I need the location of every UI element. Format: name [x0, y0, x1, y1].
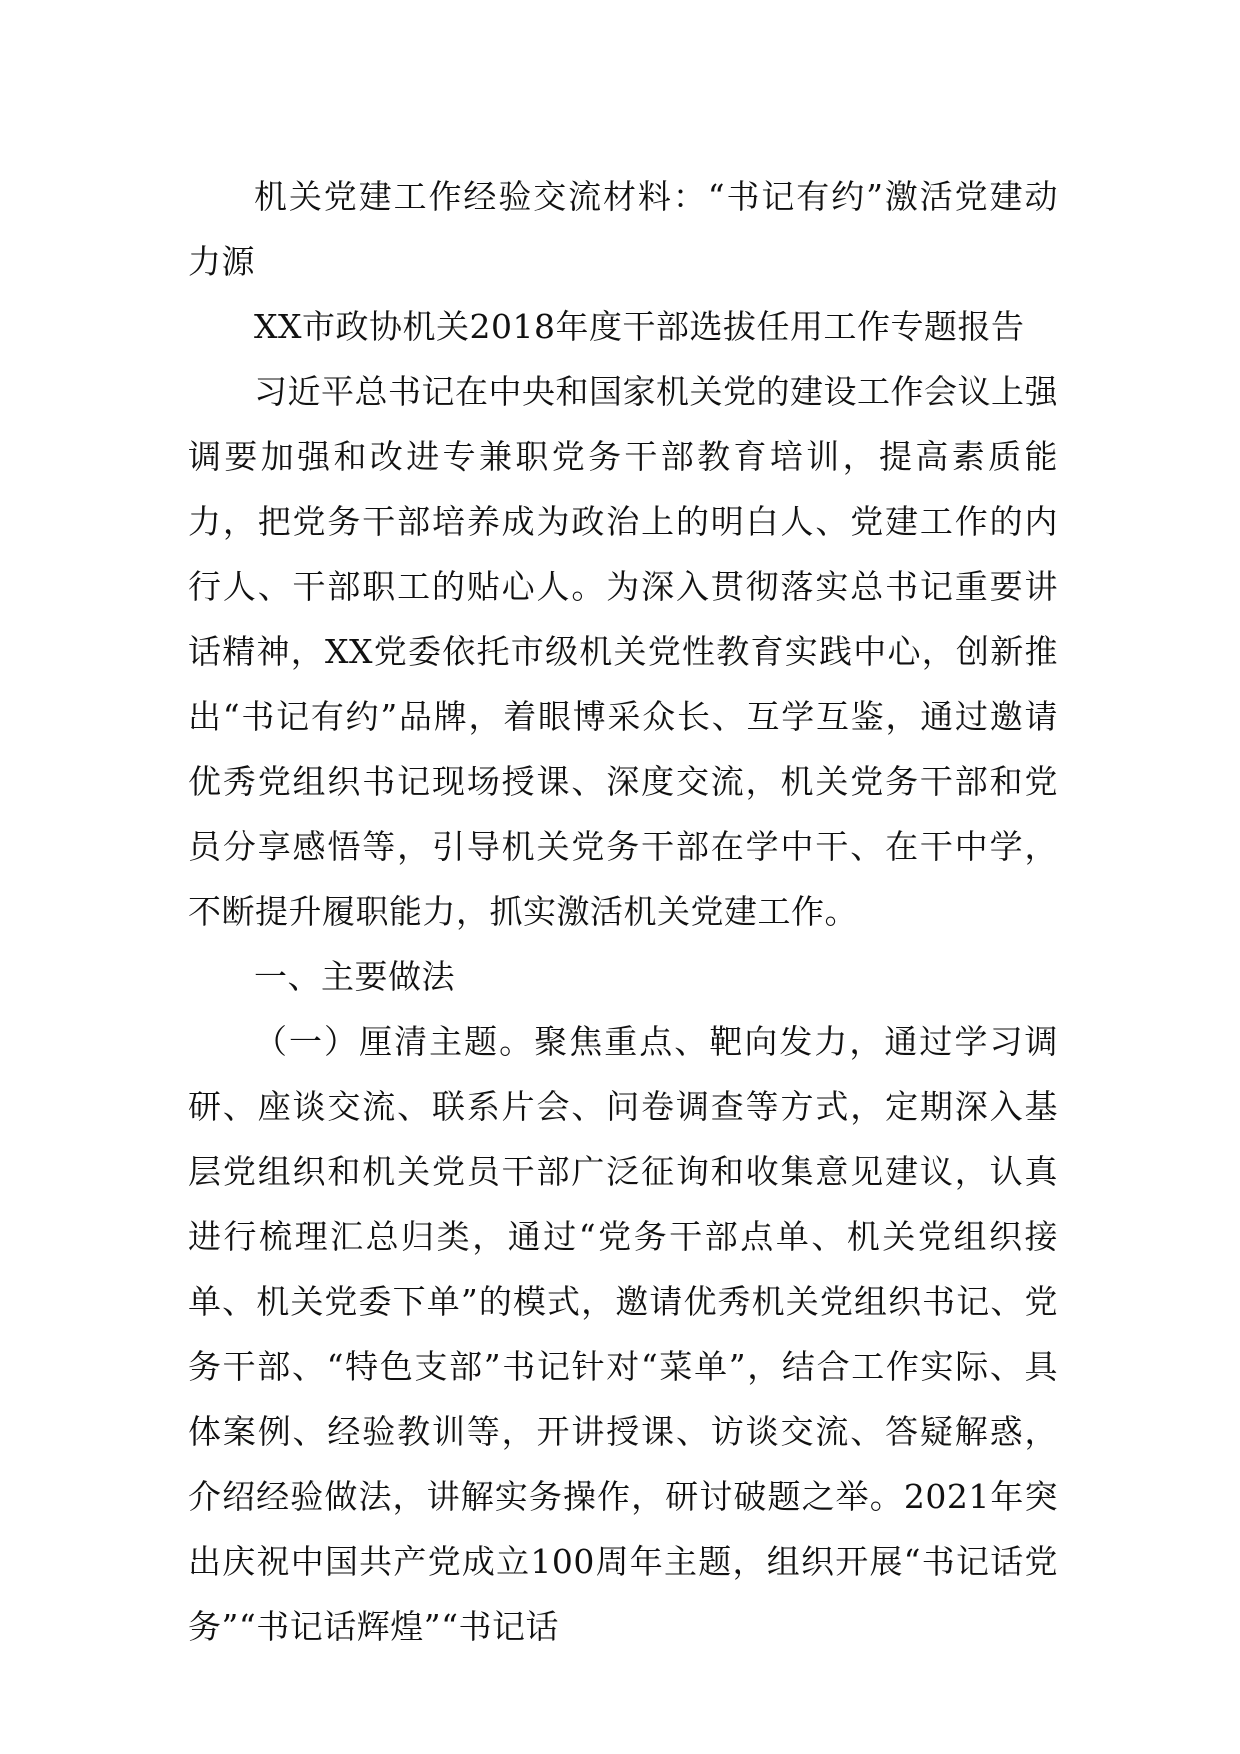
- section-heading-main-practices: 一、主要做法: [254, 957, 455, 996]
- paragraph-clarify-theme: （一）厘清主题。聚焦重点、靶向发力，通过学习调研、座谈交流、联系片会、问卷调查等方式，定期深入基层党组织和机关党员干部广泛征询和收集意见建议，认真进行梳理汇总归类，通过“党务干部点单、机关党组织接单、机关党委下单”的模式，邀请优秀机关党组织书记、党务干部、“特色支部”书记针对“菜单”，结合工作实际、具体案例、经验教训等，开讲授课、访谈交流、答疑解惑，介绍经验做法，讲解实务操作，研讨破题之举。2021年突出庆祝中国共产党成立100周年主题，组织开展“书记话党务”“书记话辉煌”“书记话: [188, 1022, 1058, 1646]
- document-subtitle: XX市政协机关2018年度干部选拔任用工作专题报告: [254, 307, 1025, 346]
- document-title: 机关党建工作经验交流材料：“书记有约”激活党建动力源: [188, 177, 1058, 281]
- document-body: [188, 164, 1058, 1659]
- paragraph-intro: 习近平总书记在中央和国家机关党的建设工作会议上强调要加强和改进专兼职党务干部教育培训，提高素质能力，把党务干部培养成为政治上的明白人、党建工作的内行人、干部职工的贴心人。为深入贯彻落实总书记重要讲话精神，XX党委依托市级机关党性教育实践中心，创新推出“书记有约”品牌，着眼博采众长、互学互鉴，通过邀请优秀党组织书记现场授课、深度交流，机关党务干部和党员分享感悟等，引导机关党务干部在学中干、在干中学，不断提升履职能力，抓实激活机关党建工作。: [188, 372, 1058, 931]
